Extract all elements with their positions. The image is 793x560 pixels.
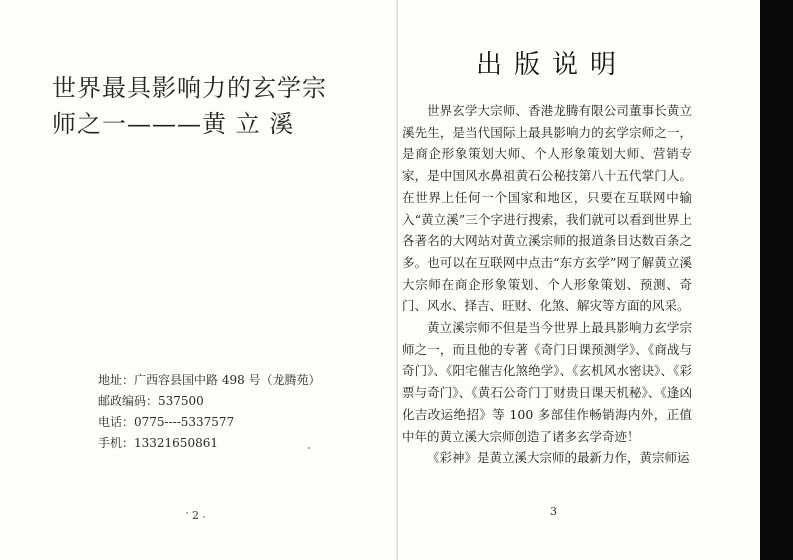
right-page-number: 3	[550, 505, 557, 518]
page-title: 出版说明	[476, 50, 629, 80]
contact-info	[98, 370, 321, 454]
left-page-title	[52, 70, 362, 142]
paragraph-2: 黄立溪宗师不但是当今世界上最具影响力玄学宗师之一，而且他的专著《奇门日课预测学》、《商战与奇门》、《阳宅催吉化煞绝学》、《玄机风水密诀》、《彩票与奇门》、《黄石公奇门丁财贵日课天机秘》、《逢凶化吉改运绝招》等 100 多部佳作畅销海内外，正值中年的黄立溪大宗师创造了诸多玄学奇迹！	[402, 320, 692, 444]
publication-notes-body	[402, 100, 692, 469]
left-title-line-2: 师之一———黄 立 溪	[52, 110, 295, 138]
mobile-line: 手机：13321650861	[98, 436, 218, 450]
postcode-line: 邮政编码：537500	[98, 394, 204, 408]
scan-speck	[308, 447, 310, 449]
scan-speck	[186, 512, 188, 514]
paragraph-1: 世界玄学大宗师、香港龙腾有限公司董事长黄立溪先生，是当代国际上最具影响力的玄学宗师之一，是商企形象策划大师、个人形象策划大师、营销专家，是中国风水鼻祖黄石公秘技第八十五代掌门人。在世界上任何一个国家和地区，只要在互联网中输入“黄立溪”三个字进行搜索，我们就可以看到世界上各著名的大网站对黄立溪宗师的报道条目达数百条之多。也可以在互联网中点击“东方玄学”网了解黄立溪大宗师在商企形象策划、个人形象策划、预测、奇门、风水、择吉、旺财、化煞、解灾等方面的风采。	[402, 103, 692, 314]
phone-line: 电话：0775----5337577	[98, 415, 235, 429]
scan-edge-shadow	[760, 0, 793, 560]
left-title-line-1: 世界最具影响力的玄学宗	[52, 74, 327, 102]
paragraph-3: 《彩神》是黄立溪大宗师的最新力作，黄宗师运	[427, 450, 690, 466]
left-page-number: 2	[192, 509, 199, 522]
address-line: 地址：广西容县国中路 498 号（龙腾苑）	[98, 373, 321, 387]
scan-speck	[203, 516, 205, 518]
